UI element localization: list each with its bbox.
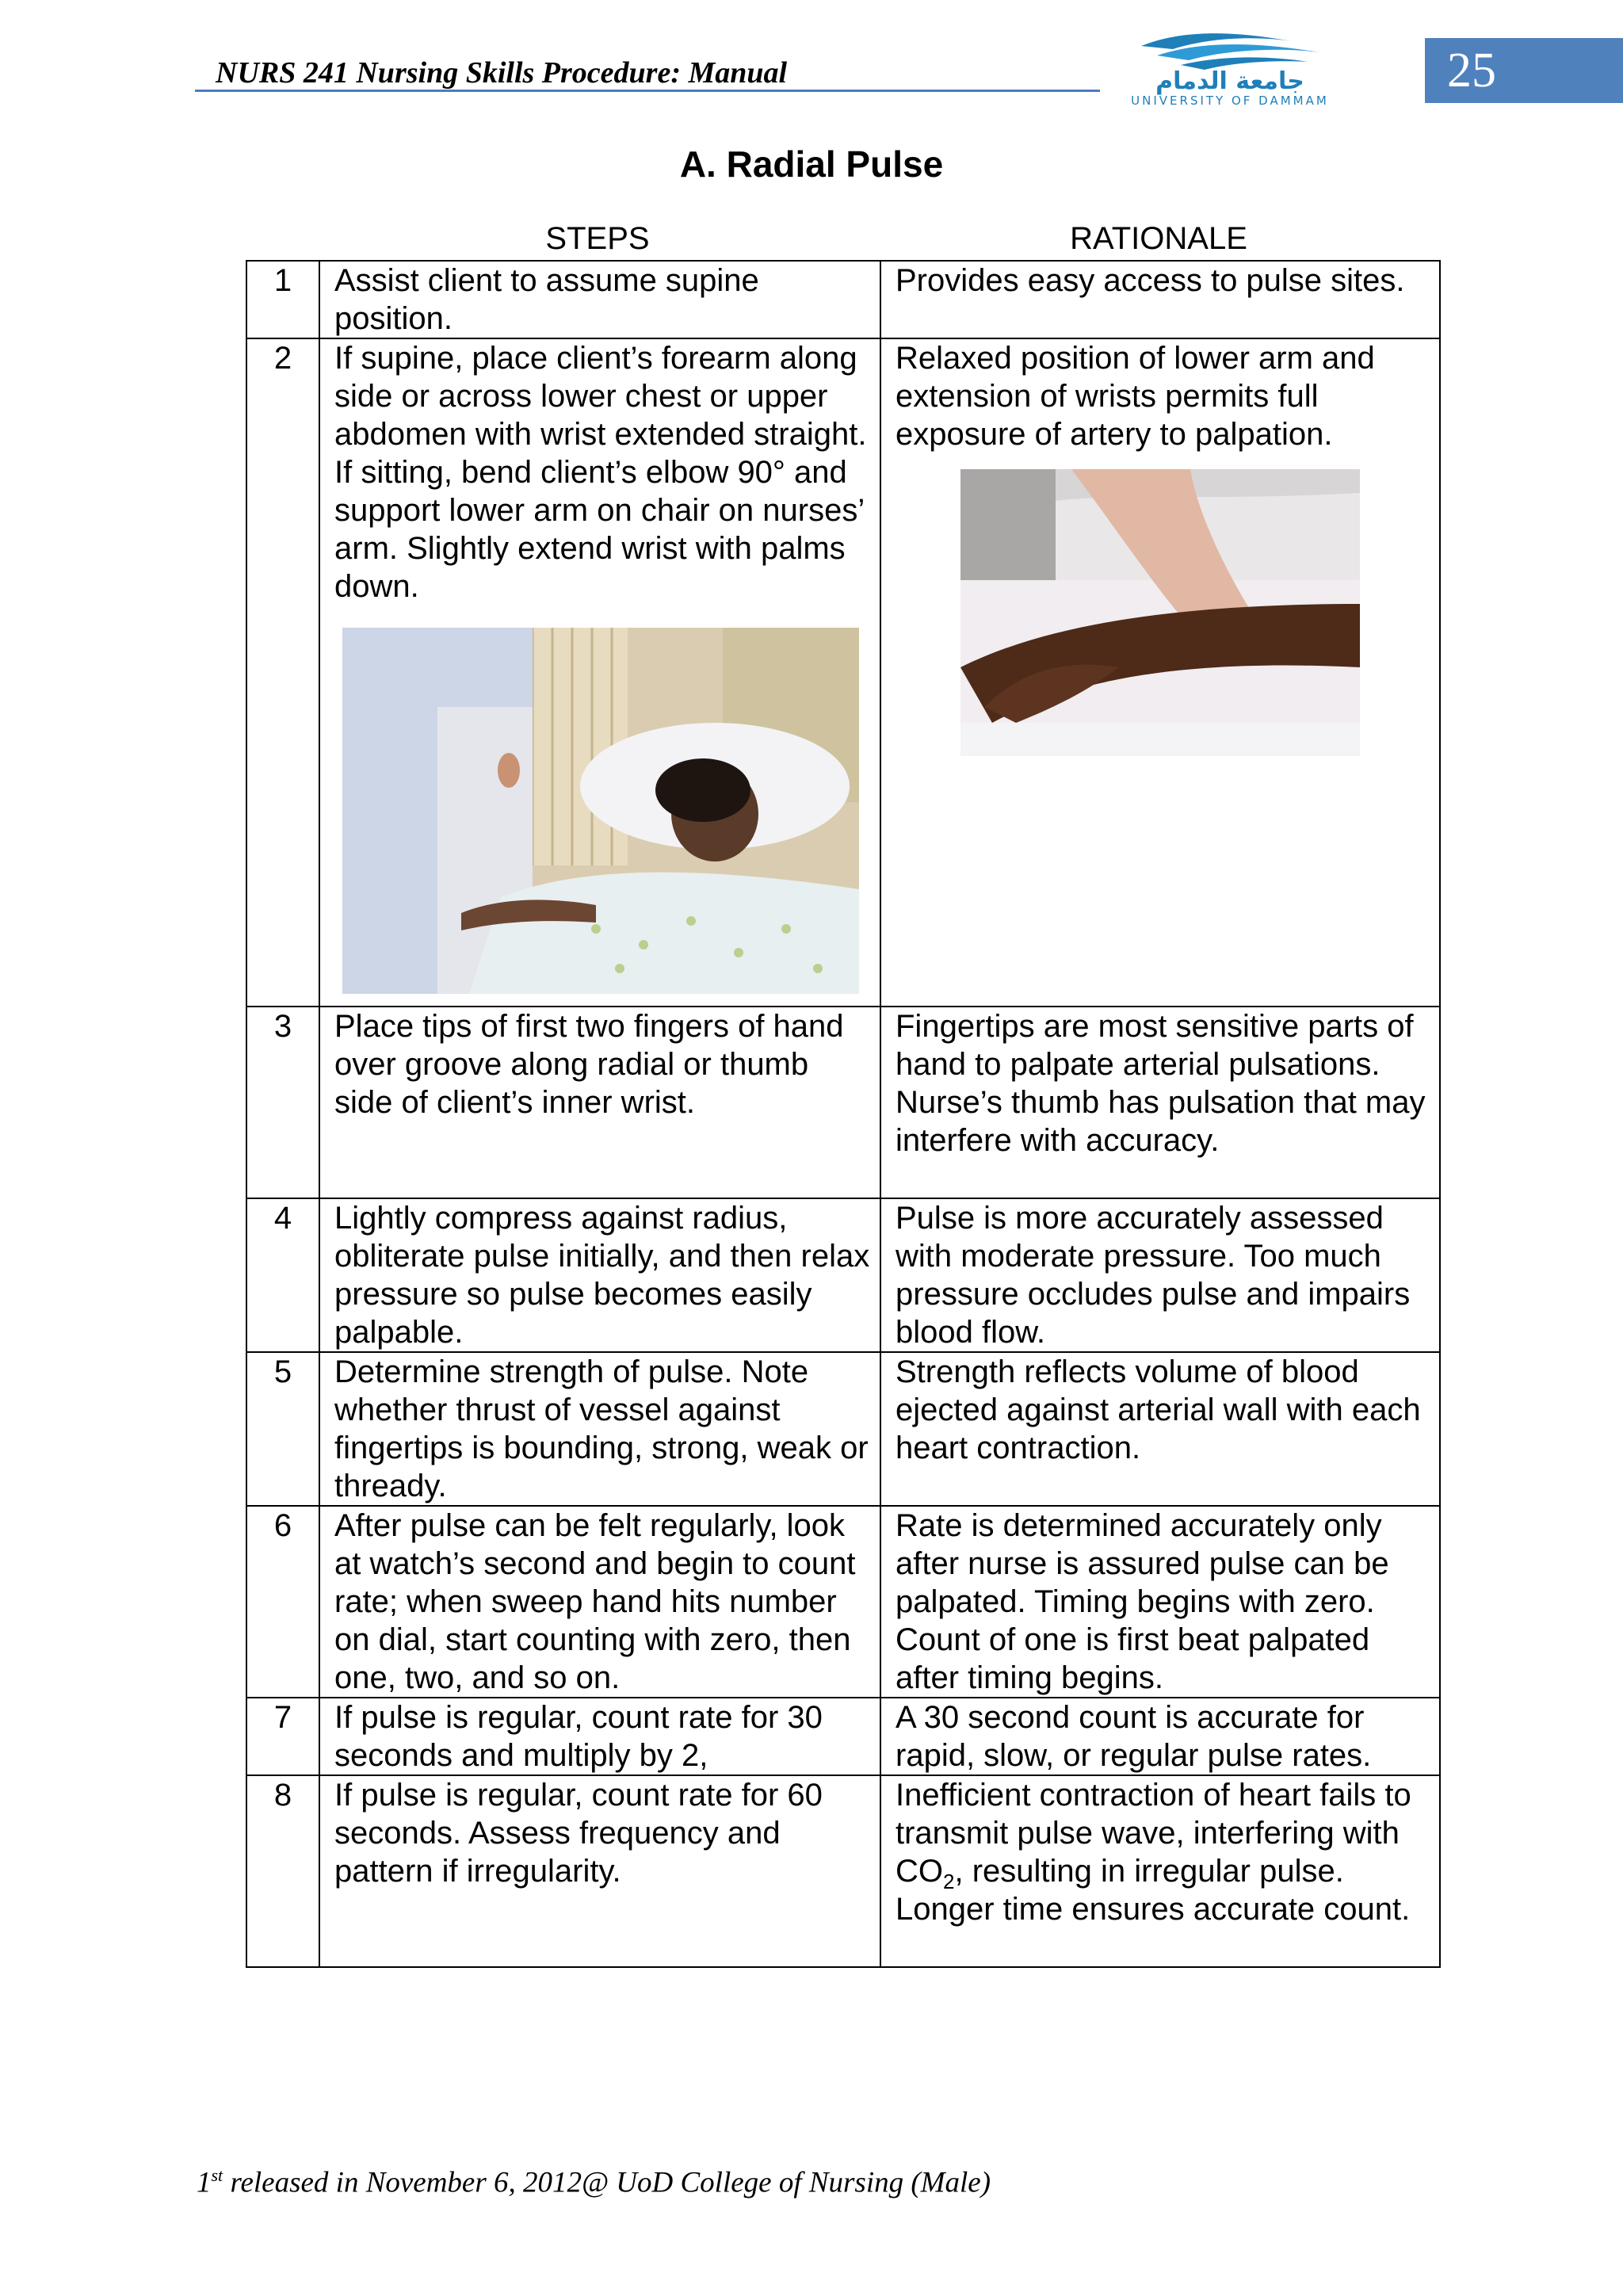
page-title: A. Radial Pulse [679,143,944,185]
step-number: 7 [246,1698,319,1775]
step-number: 3 [246,1007,319,1198]
step-text: Place tips of first two fingers of hand over groove along radial or thumb side of client’s inner wrist. [319,1007,880,1198]
footer-ordinal-suffix: st [211,2165,223,2185]
rationale-text: A 30 second count is accurate for rapid, slow, or regular pulse rates. [880,1698,1440,1775]
rationale-text: Strength reflects volume of blood ejected against arterial wall with each heart contraction. [880,1352,1440,1506]
step-cell [319,338,880,1007]
header-title: NURS 241 Nursing Skills Procedure: Manual [216,56,788,90]
table-row [246,1506,1440,1698]
footer-ordinal: 1 [197,2166,212,2199]
rationale-cell [880,338,1440,1007]
table-row [246,261,1440,338]
footer-text: released in November 6, 2012@ UoD College of Nursing (Male) [223,2166,991,2199]
step-number: 2 [246,338,319,1007]
rationale-text [880,1775,1440,1967]
subscript-two: 2 [943,1870,955,1893]
header-rule [195,90,1100,92]
step-number: 5 [246,1352,319,1506]
rationale-text: Provides easy access to pulse sites. [880,261,1440,338]
footer-note [197,2165,991,2199]
step-text: If pulse is regular, count rate for 30 seconds and multiply by 2, [319,1698,880,1775]
step-text: Assist client to assume supine position. [319,261,880,338]
step-text: If supine, place client’s forearm along side or across lower chest or upper abdomen with wrist extended straight. If sitting, bend client’s elbow 90° and support lower arm on chair on nurses’ arm. Slightly extend wrist with palms down. [334,341,867,604]
step-text: Determine strength of pulse. Note whether thrust of vessel against fingertips is bounding, strong, weak or thready. [319,1352,880,1506]
rationale-text: Relaxed position of lower arm and extension of wrists permits full exposure of artery to palpation. [896,341,1375,452]
table-row [246,1775,1440,1967]
table-row [246,338,1440,1007]
rationale-text: Pulse is more accurately assessed with moderate pressure. Too much pressure occludes pulse and impairs blood flow. [880,1198,1440,1352]
table-row [246,1007,1440,1198]
logo-arabic-text: جامعة الدمام [1155,67,1304,95]
step-text: After pulse can be felt regularly, look at watch’s second and begin to count rate; when sweep hand hits number on dial, start counting with zero, then one, two, and so on. [319,1506,880,1698]
step-number: 1 [246,261,319,338]
table-row [246,1352,1440,1506]
rationale-column-header: RATIONALE [1070,221,1247,256]
table-row [246,1198,1440,1352]
university-logo [1125,29,1331,108]
procedure-table [246,260,1441,1968]
wrist-palpation-photo [960,469,1360,756]
steps-column-header: STEPS [545,221,650,256]
step-text: If pulse is regular, count rate for 60 seconds. Assess frequency and pattern if irregularity. [319,1775,880,1967]
step-text: Lightly compress against radius, obliterate pulse initially, and then relax pressure so pulse becomes easily palpable. [319,1198,880,1352]
logo-english-text: UNIVERSITY OF DAMMAM [1131,94,1329,108]
nurse-patient-photo [342,628,859,994]
rationale-text: Fingertips are most sensitive parts of hand to palpate arterial pulsations. Nurse’s thumb has pulsation that may interfere with accuracy. [880,1007,1440,1198]
rationale-text-part: , resulting in irregular pulse. Longer time ensures accurate count. [896,1854,1411,1927]
table-row [246,1698,1440,1775]
step-number: 6 [246,1506,319,1698]
step-number: 4 [246,1198,319,1352]
step-number: 8 [246,1775,319,1967]
rationale-text-part: Inefficient contraction of heart fails to transmit pulse wave, interfering with CO [896,1778,1411,1889]
rationale-text: Rate is determined accurately only after nurse is assured pulse can be palpated. Timing begins with zero. Count of one is first beat palpated after timing begins. [880,1506,1440,1698]
page-number: 25 [1425,38,1623,103]
